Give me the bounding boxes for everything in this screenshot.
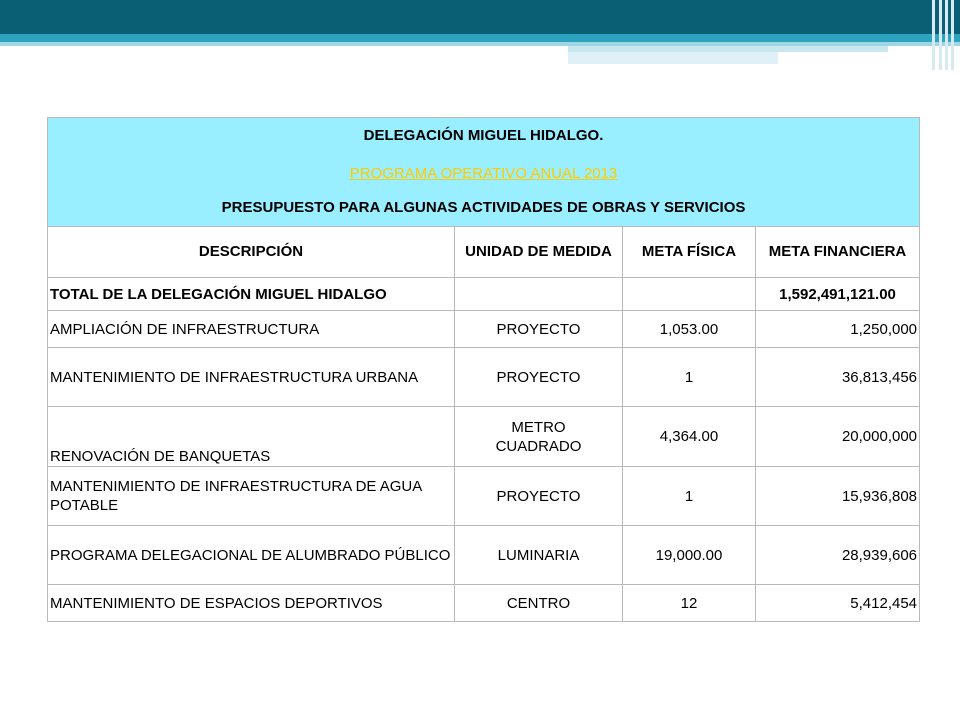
budget-table bbox=[47, 117, 920, 622]
column-header-row bbox=[48, 227, 920, 278]
total-amount: 1,592,491,121.00 bbox=[756, 278, 920, 311]
row-meta-fisica: 1 bbox=[623, 467, 756, 526]
total-row bbox=[48, 278, 920, 311]
col-header-meta-fisica: META FÍSICA bbox=[623, 227, 756, 278]
table-header-row bbox=[48, 118, 920, 227]
row-meta-financiera: 5,412,454 bbox=[756, 585, 920, 622]
row-meta-fisica: 1,053.00 bbox=[623, 311, 756, 348]
program-link[interactable]: PROGRAMA OPERATIVO ANUAL 2013 bbox=[349, 165, 618, 182]
row-descripcion: MANTENIMIENTO DE INFRAESTRUCTURA URBANA bbox=[48, 348, 455, 407]
table-row bbox=[48, 407, 920, 467]
row-meta-fisica: 12 bbox=[623, 585, 756, 622]
row-meta-financiera: 28,939,606 bbox=[756, 526, 920, 585]
col-header-meta-financiera: META FINANCIERA bbox=[756, 227, 920, 278]
row-unidad-line1: METRO bbox=[511, 418, 566, 436]
banner-accent-stripe bbox=[0, 34, 960, 42]
col-header-descripcion: DESCRIPCIÓN bbox=[48, 227, 455, 278]
budget-subtitle: PRESUPUESTO PARA ALGUNAS ACTIVIDADES DE OBRAS Y SERVICIOS bbox=[221, 199, 746, 216]
row-meta-financiera: 1,250,000 bbox=[756, 311, 920, 348]
row-meta-fisica: 19,000.00 bbox=[623, 526, 756, 585]
row-meta-financiera: 36,813,456 bbox=[756, 348, 920, 407]
table-row bbox=[48, 526, 920, 585]
top-banner bbox=[0, 0, 960, 34]
row-descripcion: AMPLIACIÓN DE INFRAESTRUCTURA bbox=[48, 311, 455, 348]
table-header-block bbox=[48, 118, 920, 227]
row-descripcion: MANTENIMIENTO DE INFRAESTRUCTURA DE AGUA POTABLE bbox=[48, 467, 455, 526]
row-unidad: PROYECTO bbox=[455, 348, 623, 407]
total-unidad-empty bbox=[455, 278, 623, 311]
banner-decoration-lower bbox=[568, 52, 778, 64]
table-row bbox=[48, 467, 920, 526]
col-header-unidad: UNIDAD DE MEDIDA bbox=[455, 227, 623, 278]
total-label: TOTAL DE LA DELEGACIÓN MIGUEL HIDALGO bbox=[48, 278, 455, 311]
row-unidad-line2: CUADRADO bbox=[495, 437, 582, 455]
row-meta-fisica: 1 bbox=[623, 348, 756, 407]
table-row bbox=[48, 348, 920, 407]
row-unidad: PROYECTO bbox=[455, 311, 623, 348]
row-unidad: LUMINARIA bbox=[455, 526, 623, 585]
table-row bbox=[48, 585, 920, 622]
corner-stripes bbox=[928, 0, 960, 70]
row-meta-financiera: 20,000,000 bbox=[756, 407, 920, 467]
row-unidad bbox=[455, 407, 623, 467]
row-unidad: CENTRO bbox=[455, 585, 623, 622]
row-meta-financiera: 15,936,808 bbox=[756, 467, 920, 526]
row-meta-fisica: 4,364.00 bbox=[623, 407, 756, 467]
row-unidad: PROYECTO bbox=[455, 467, 623, 526]
total-meta-fisica-empty bbox=[623, 278, 756, 311]
table-row bbox=[48, 311, 920, 348]
row-descripcion: PROGRAMA DELEGACIONAL DE ALUMBRADO PÚBLICO bbox=[48, 526, 455, 585]
row-descripcion: RENOVACIÓN DE BANQUETAS bbox=[48, 407, 455, 467]
row-descripcion: MANTENIMIENTO DE ESPACIOS DEPORTIVOS bbox=[48, 585, 455, 622]
delegation-title: DELEGACIÓN MIGUEL HIDALGO. bbox=[363, 127, 604, 144]
